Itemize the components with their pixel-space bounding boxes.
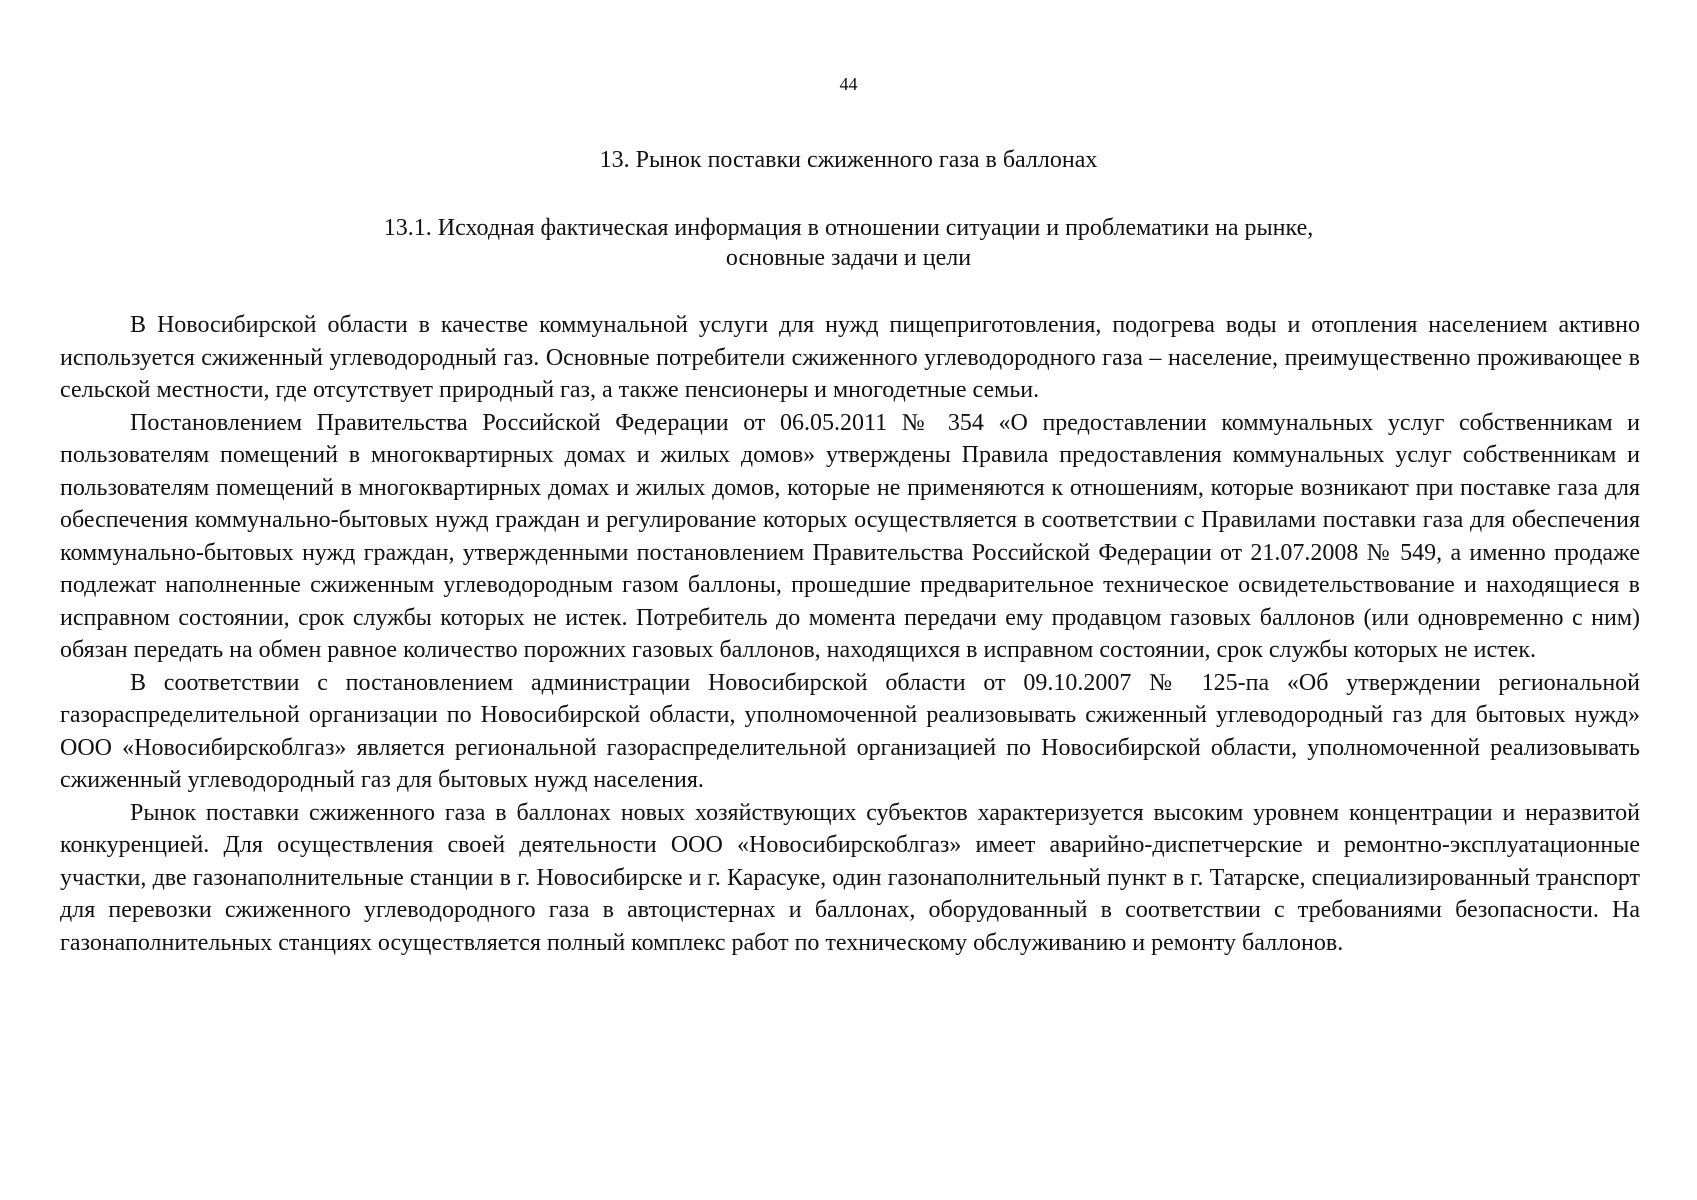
paragraph-3: В соответствии с постановлением администрации Новосибирской области от 09.10.2007 № 125-па «Об утверждении региональной газораспределительной организации по Новосибирской области, уполномоченной реализовывать сжиженный углеводородный газ для бытовых нужд» ООО «Новосибирскоблгаз» является региональной газораспределительной организацией по Новосибирской области, уполномоченной реализовывать сжиженный углеводородный газ для бытовых нужд населения. xyxy=(60,669,1640,793)
paragraph-1: В Новосибирской области в качестве коммунальной услуги для нужд пищеприготовления, подогрева воды и отопления населением активно используется сжиженный углеводородный газ. Основные потребители сжиженного углеводородного газа – население, преимущественно проживающее в сельской местности, где отсутствует природный газ, а также пенсионеры и многодетные семьи. xyxy=(60,312,1640,403)
page-number: 44 xyxy=(839,74,858,94)
subsection-title-line-2: основные задачи и цели xyxy=(725,245,972,271)
body-text xyxy=(60,309,1640,959)
subsection-title-line-1: 13.1. Исходная фактическая информация в отношении ситуации и проблематики на рынке, xyxy=(383,215,1314,241)
paragraph-4: Рынок поставки сжиженного газа в баллонах новых хозяйствующих субъектов характеризуется высоким уровнем концентрации и неразвитой конкуренцией. Для осуществления своей деятельности ООО «Новосибирскоблгаз» имеет аварийно-диспетчерские и ремонтно-эксплуатационные участки, две газонаполнительные станции в г. Новосибирске и г. Карасуке, один газонаполнительный пункт в г. Татарске, специализированный транспорт для перевозки сжиженного углеводородного газа в автоцистернах и баллонах, оборудованный в соответствии с требованиями безопасности. На газонаполнительных станциях осуществляется полный комплекс работ по техническому обслуживанию и ремонту баллонов. xyxy=(60,799,1640,956)
subsection-title xyxy=(0,213,1697,273)
paragraph-2: Постановлением Правительства Российской Федерации от 06.05.2011 № 354 «О предоставлении коммунальных услуг собственникам и пользователям помещений в многоквартирных домах и жилых домов» утверждены Правила предоставления коммунальных услуг собственникам и пользователям помещений в многоквартирных домах и жилых домов, которые не применяются к отношениям, которые возникают при поставке газа для обеспечения коммунально-бытовых нужд граждан и регулирование которых осуществляется в соответствии с Правилами поставки газа для обеспечения коммунально-бытовых нужд граждан, утвержденными постановлением Правительства Российской Федерации от 21.07.2008 № 549, а именно продаже подлежат наполненные сжиженным углеводородным газом баллоны, прошедшие предварительное техническое освидетельствование и находящиеся в исправном состоянии, срок службы которых не истек. Потребитель до момента передачи ему продавцом газовых баллонов (или одновременно с ним) обязан передать на обмен равное количество порожних газовых баллонов, находящихся в исправном состоянии, срок службы которых не истек. xyxy=(60,409,1640,663)
section-title: 13. Рынок поставки сжиженного газа в баллонах xyxy=(599,147,1098,173)
